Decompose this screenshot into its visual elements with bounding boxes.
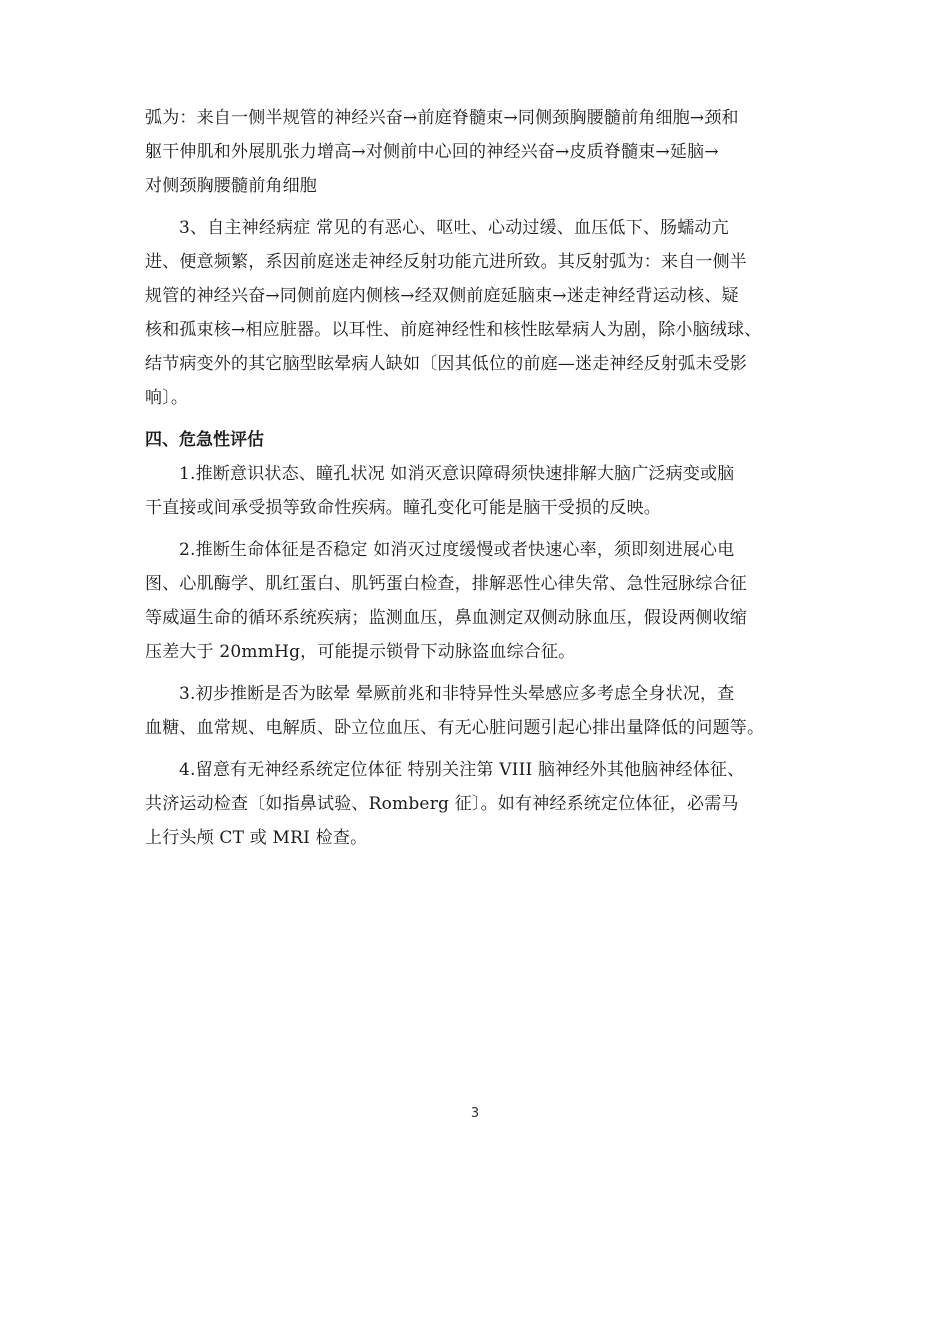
text-line: 3、自主神经病症 常见的有恶心、呕吐、心动过缓、血压低下、肠蠕动亢 <box>179 218 729 238</box>
text-line: 2.推断生命体征是否稳定 如消灭过度缓慢或者快速心率，须即刻进展心电 <box>179 540 735 560</box>
text-line: 进、便意频繁，系因前庭迷走神经反射功能亢进所致。其反射弧为：来自一侧半 <box>145 252 747 272</box>
text-line: 干直接或间承受损等致命性疾病。瞳孔变化可能是脑干受损的反映。 <box>145 498 661 518</box>
text-line: 1.推断意识状态、瞳孔状况 如消灭意识障碍须快速排解大脑广泛病变或脑 <box>179 464 735 484</box>
paragraph-autonomic-symptoms <box>145 211 813 415</box>
text-line: 躯干伸肌和外展肌张力增高→对侧前中心回的神经兴奋→皮质脊髓束→延脑→ <box>145 142 719 162</box>
text-line: 压差大于 20mmHg，可能提示锁骨下动脉盗血综合征。 <box>145 642 576 662</box>
text-line: 血糖、血常规、电解质、卧立位血压、有无心脏问题引起心排出量降低的问题等。 <box>145 718 765 738</box>
paragraph-reflex-arc-continued <box>145 101 813 203</box>
text-line: 4.留意有无神经系统定位体征 特别关注第 VIII 脑神经外其他脑神经体征、 <box>179 760 745 780</box>
text-line: 规管的神经兴奋→同侧前庭内侧核→经双侧前庭延脑束→迷走神经背运动核、疑 <box>145 286 739 306</box>
list-item-consciousness <box>145 457 813 525</box>
text-line: 弧为：来自一侧半规管的神经兴奋→前庭脊髓束→同侧颈胸腰髓前角细胞→颈和 <box>145 108 739 128</box>
section-heading: 四、危急性评估 <box>145 430 264 450</box>
text-line: 图、心肌酶学、肌红蛋白、肌钙蛋白检查，排解恶性心律失常、急性冠脉综合征 <box>145 574 747 594</box>
text-line: 上行头颅 CT 或 MRI 检查。 <box>145 828 368 848</box>
text-line: 共济运动检查〔如指鼻试验、Romberg 征〕。如有神经系统定位体征，必需马 <box>145 794 739 814</box>
document-body <box>145 101 813 863</box>
list-item-neuro-signs <box>145 753 813 855</box>
list-item-vertigo-check <box>145 677 813 745</box>
page-number: 3 <box>470 1106 480 1121</box>
list-item-vital-signs <box>145 533 813 669</box>
text-line: 对侧颈胸腰髓前角细胞 <box>145 176 317 196</box>
text-line: 结节病变外的其它脑型眩晕病人缺如〔因其低位的前庭—迷走神经反射弧未受影 <box>145 354 747 374</box>
text-line: 3.初步推断是否为眩晕 晕厥前兆和非特异性头晕感应多考虑全身状况，查 <box>179 684 735 704</box>
text-line: 等威逼生命的循环系统疾病；监测血压，鼻血测定双侧动脉血压，假设两侧收缩 <box>145 608 747 628</box>
text-line: 响〕。 <box>145 388 189 408</box>
text-line: 核和孤束核→相应脏器。以耳性、前庭神经性和核性眩晕病人为剧，除小脑绒球、 <box>145 320 762 340</box>
